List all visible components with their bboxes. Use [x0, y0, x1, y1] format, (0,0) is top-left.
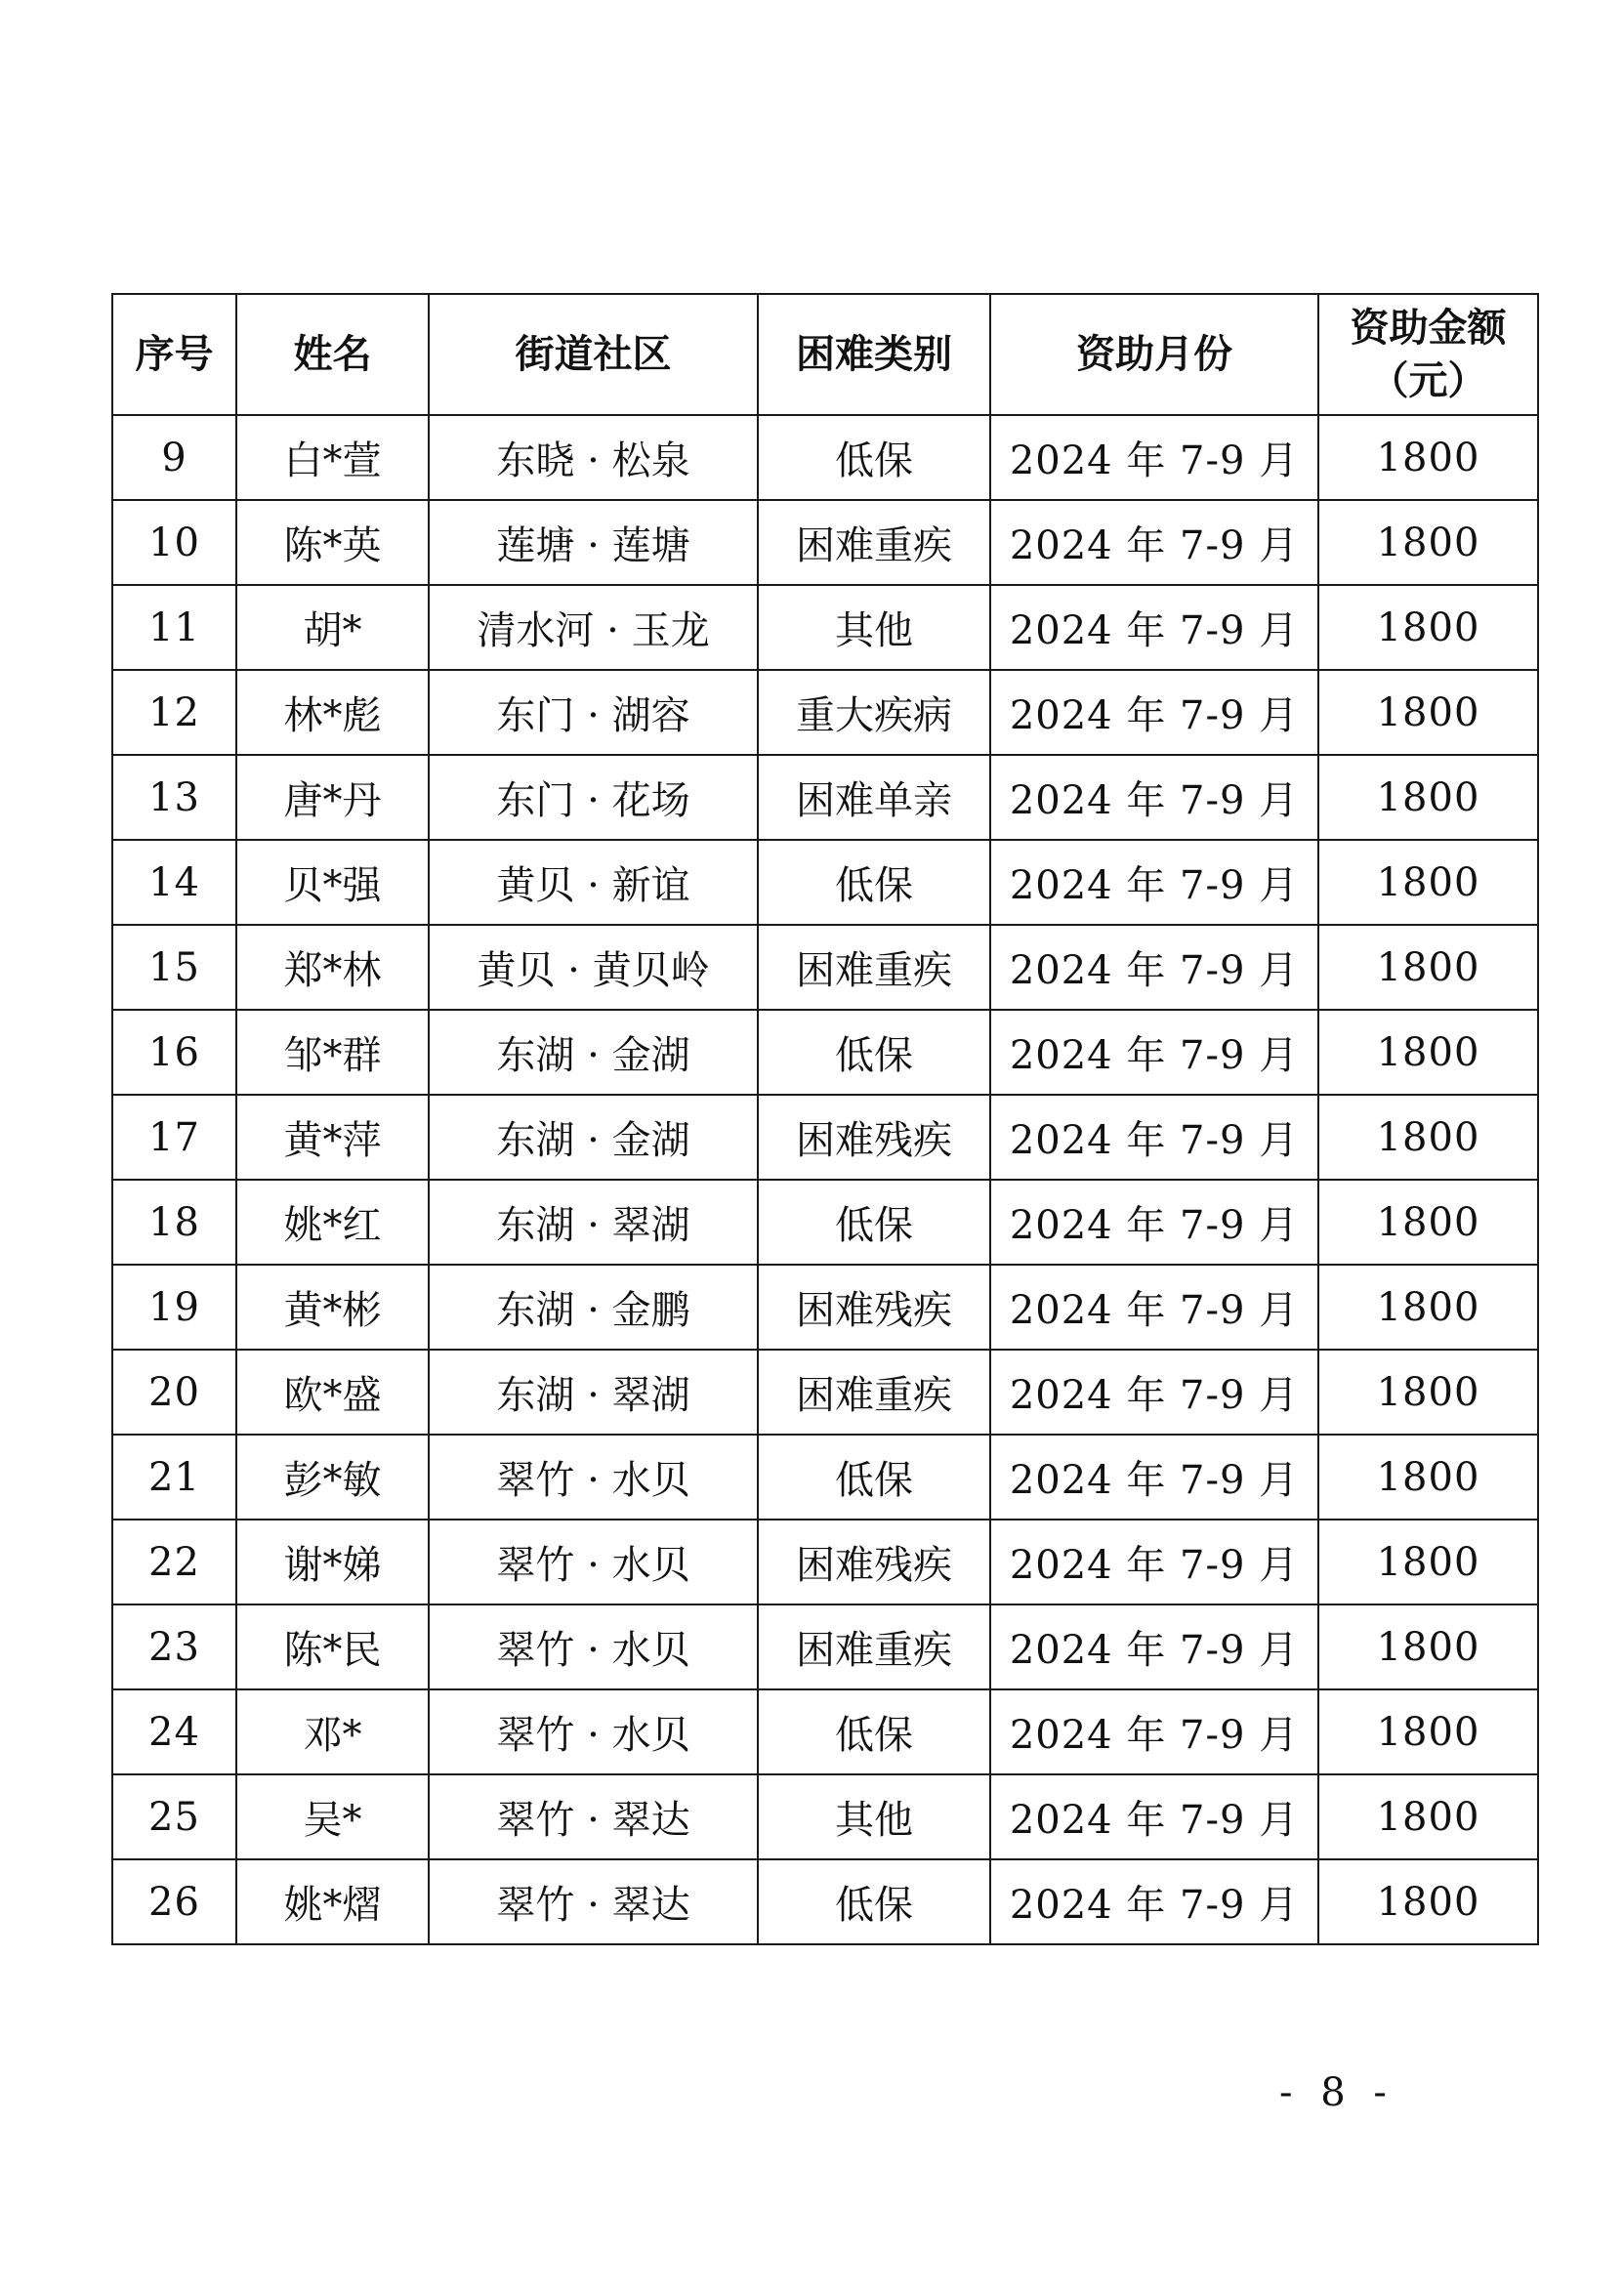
cell-month: 2024 年 7-9 月 [990, 1095, 1318, 1180]
cell-month: 2024 年 7-9 月 [990, 415, 1318, 500]
header-index: 序号 [112, 294, 236, 415]
cell-month: 2024 年 7-9 月 [990, 755, 1318, 840]
cell-month: 2024 年 7-9 月 [990, 670, 1318, 755]
cell-index: 11 [112, 585, 236, 670]
cell-amount: 1800 [1318, 1095, 1538, 1180]
cell-month: 2024 年 7-9 月 [990, 840, 1318, 925]
table-row [112, 415, 1538, 500]
cell-category: 困难重疾 [758, 1350, 990, 1435]
cell-amount: 1800 [1318, 1689, 1538, 1774]
cell-category: 困难残疾 [758, 1520, 990, 1604]
header-community: 街道社区 [429, 294, 758, 415]
cell-name: 陈*英 [236, 500, 429, 585]
cell-name: 黄*萍 [236, 1095, 429, 1180]
cell-amount: 1800 [1318, 1010, 1538, 1095]
cell-amount: 1800 [1318, 1350, 1538, 1435]
cell-month: 2024 年 7-9 月 [990, 1859, 1318, 1944]
cell-name: 邹*群 [236, 1010, 429, 1095]
cell-index: 9 [112, 415, 236, 500]
cell-category: 低保 [758, 1180, 990, 1265]
cell-month: 2024 年 7-9 月 [990, 1435, 1318, 1520]
header-amount-line1: 资助金额 [1350, 305, 1507, 351]
cell-month: 2024 年 7-9 月 [990, 1265, 1318, 1350]
table-row [112, 1859, 1538, 1944]
table-row [112, 1265, 1538, 1350]
cell-month: 2024 年 7-9 月 [990, 500, 1318, 585]
cell-community: 东湖 · 翠湖 [429, 1350, 758, 1435]
cell-name: 欧*盛 [236, 1350, 429, 1435]
cell-community: 翠竹 · 翠达 [429, 1859, 758, 1944]
cell-community: 东湖 · 金湖 [429, 1095, 758, 1180]
cell-index: 14 [112, 840, 236, 925]
cell-index: 21 [112, 1435, 236, 1520]
cell-name: 吴* [236, 1774, 429, 1859]
header-category: 困难类别 [758, 294, 990, 415]
cell-index: 12 [112, 670, 236, 755]
page-number: - 8 - [1279, 2070, 1395, 2115]
cell-community: 东湖 · 翠湖 [429, 1180, 758, 1265]
cell-category: 困难单亲 [758, 755, 990, 840]
table-row [112, 670, 1538, 755]
table-row [112, 1689, 1538, 1774]
cell-month: 2024 年 7-9 月 [990, 925, 1318, 1010]
cell-category: 低保 [758, 1010, 990, 1095]
cell-category: 低保 [758, 1435, 990, 1520]
header-row [112, 294, 1538, 415]
table-row [112, 1435, 1538, 1520]
cell-community: 东门 · 花场 [429, 755, 758, 840]
cell-category: 其他 [758, 585, 990, 670]
cell-category: 困难残疾 [758, 1265, 990, 1350]
cell-community: 东湖 · 金鹏 [429, 1265, 758, 1350]
cell-amount: 1800 [1318, 755, 1538, 840]
header-amount [1318, 294, 1538, 415]
cell-community: 翠竹 · 水贝 [429, 1520, 758, 1604]
table-row [112, 755, 1538, 840]
cell-name: 陈*民 [236, 1604, 429, 1689]
cell-community: 东门 · 湖容 [429, 670, 758, 755]
cell-index: 16 [112, 1010, 236, 1095]
header-month: 资助月份 [990, 294, 1318, 415]
table-row [112, 1350, 1538, 1435]
cell-amount: 1800 [1318, 415, 1538, 500]
cell-index: 10 [112, 500, 236, 585]
cell-community: 莲塘 · 莲塘 [429, 500, 758, 585]
cell-category: 低保 [758, 1859, 990, 1944]
cell-index: 17 [112, 1095, 236, 1180]
cell-category: 困难重疾 [758, 925, 990, 1010]
cell-month: 2024 年 7-9 月 [990, 1350, 1318, 1435]
table-row [112, 1774, 1538, 1859]
cell-category: 重大疾病 [758, 670, 990, 755]
table-header [112, 294, 1538, 415]
cell-index: 19 [112, 1265, 236, 1350]
cell-month: 2024 年 7-9 月 [990, 1689, 1318, 1774]
cell-amount: 1800 [1318, 1435, 1538, 1520]
cell-community: 翠竹 · 翠达 [429, 1774, 758, 1859]
cell-month: 2024 年 7-9 月 [990, 1520, 1318, 1604]
cell-amount: 1800 [1318, 1604, 1538, 1689]
table-row [112, 1095, 1538, 1180]
table-row [112, 585, 1538, 670]
cell-amount: 1800 [1318, 1180, 1538, 1265]
table-row [112, 1604, 1538, 1689]
cell-name: 彭*敏 [236, 1435, 429, 1520]
cell-index: 23 [112, 1604, 236, 1689]
table-row [112, 925, 1538, 1010]
cell-index: 20 [112, 1350, 236, 1435]
cell-index: 18 [112, 1180, 236, 1265]
table-row [112, 1010, 1538, 1095]
cell-name: 姚*红 [236, 1180, 429, 1265]
cell-community: 东湖 · 金湖 [429, 1010, 758, 1095]
cell-name: 黄*彬 [236, 1265, 429, 1350]
cell-month: 2024 年 7-9 月 [990, 1010, 1318, 1095]
cell-community: 翠竹 · 水贝 [429, 1604, 758, 1689]
cell-community: 黄贝 · 新谊 [429, 840, 758, 925]
cell-name: 林*彪 [236, 670, 429, 755]
cell-category: 困难重疾 [758, 1604, 990, 1689]
cell-community: 翠竹 · 水贝 [429, 1689, 758, 1774]
cell-amount: 1800 [1318, 1520, 1538, 1604]
cell-index: 15 [112, 925, 236, 1010]
cell-category: 困难残疾 [758, 1095, 990, 1180]
cell-category: 低保 [758, 415, 990, 500]
cell-name: 姚*熠 [236, 1859, 429, 1944]
cell-community: 清水河 · 玉龙 [429, 585, 758, 670]
cell-index: 25 [112, 1774, 236, 1859]
table-row [112, 1180, 1538, 1265]
cell-amount: 1800 [1318, 1774, 1538, 1859]
cell-community: 翠竹 · 水贝 [429, 1435, 758, 1520]
cell-name: 胡* [236, 585, 429, 670]
cell-amount: 1800 [1318, 585, 1538, 670]
cell-name: 邓* [236, 1689, 429, 1774]
table-row [112, 840, 1538, 925]
cell-amount: 1800 [1318, 840, 1538, 925]
cell-category: 困难重疾 [758, 500, 990, 585]
cell-index: 13 [112, 755, 236, 840]
cell-index: 26 [112, 1859, 236, 1944]
cell-amount: 1800 [1318, 1265, 1538, 1350]
cell-community: 东晓 · 松泉 [429, 415, 758, 500]
table-body [112, 415, 1538, 1944]
cell-month: 2024 年 7-9 月 [990, 1774, 1318, 1859]
cell-amount: 1800 [1318, 670, 1538, 755]
cell-month: 2024 年 7-9 月 [990, 585, 1318, 670]
table-row [112, 500, 1538, 585]
table-row [112, 1520, 1538, 1604]
cell-name: 白*萱 [236, 415, 429, 500]
cell-index: 24 [112, 1689, 236, 1774]
cell-community: 黄贝 · 黄贝岭 [429, 925, 758, 1010]
cell-name: 贝*强 [236, 840, 429, 925]
cell-name: 郑*林 [236, 925, 429, 1010]
cell-amount: 1800 [1318, 925, 1538, 1010]
aid-recipient-table [111, 293, 1539, 1945]
header-amount-line2: （元） [1369, 357, 1487, 403]
cell-index: 22 [112, 1520, 236, 1604]
cell-amount: 1800 [1318, 500, 1538, 585]
cell-month: 2024 年 7-9 月 [990, 1180, 1318, 1265]
cell-category: 低保 [758, 840, 990, 925]
cell-name: 唐*丹 [236, 755, 429, 840]
cell-category: 低保 [758, 1689, 990, 1774]
header-name: 姓名 [236, 294, 429, 415]
cell-category: 其他 [758, 1774, 990, 1859]
cell-month: 2024 年 7-9 月 [990, 1604, 1318, 1689]
cell-name: 谢*娣 [236, 1520, 429, 1604]
cell-amount: 1800 [1318, 1859, 1538, 1944]
